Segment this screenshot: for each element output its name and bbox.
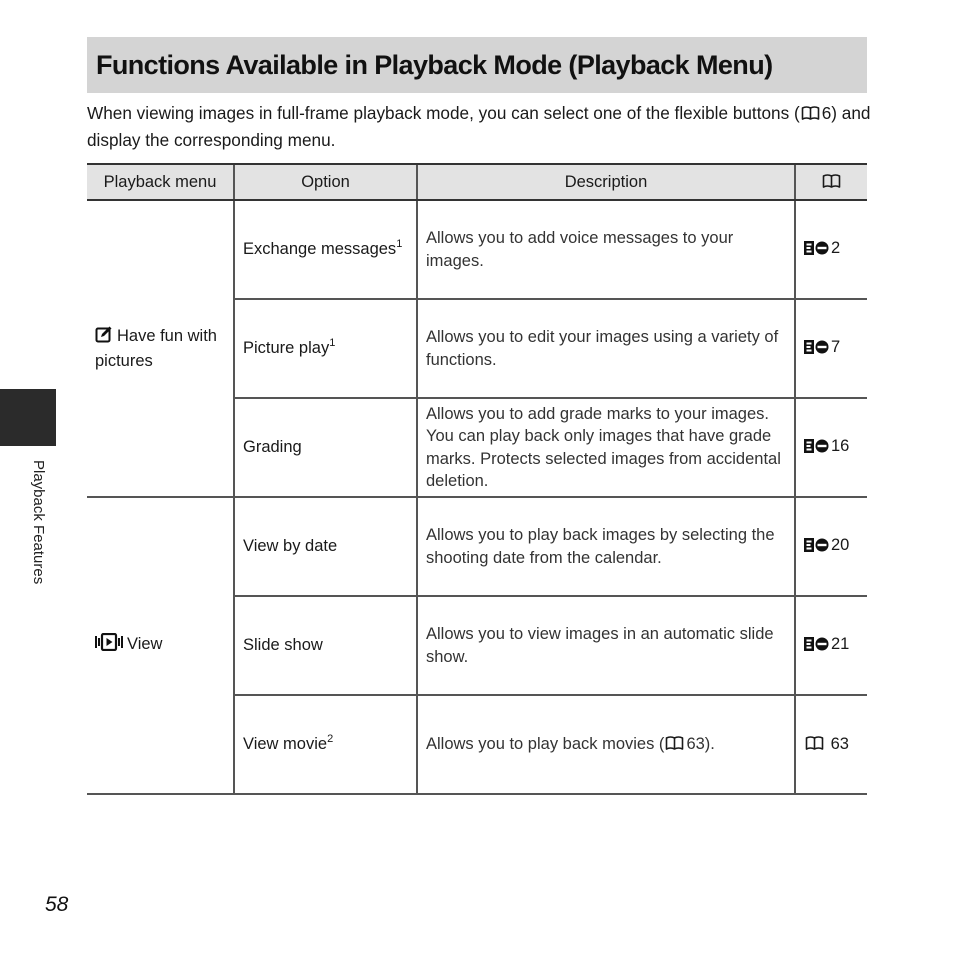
footnote-marker: 2 [327,733,334,746]
playback-menu-table [87,163,867,795]
option-label: Exchange messages [243,240,397,259]
reference-page: 21 [831,635,850,654]
header-option: Option [234,164,417,200]
title-bar [87,37,867,93]
reference-cell [795,596,867,695]
reference-page: 63 [830,735,849,754]
option-cell [234,398,417,497]
intro-text-start: When viewing images in full-frame playback mode, you can select one of the flexible buttons ( [87,103,800,123]
reference-page: 16 [831,437,850,456]
option-cell [234,596,417,695]
category-cell [87,200,234,497]
description-page-ref: 63 [686,735,705,754]
description-cell: Allows you to edit your images using a variety of functions. [417,299,795,398]
e-reference-icon [804,536,830,559]
description-cell: Allows you to add voice messages to your images. [417,200,795,299]
description-text-start: Allows you to play back movies ( [426,735,665,754]
category-label: View [127,635,163,654]
footnote-marker: 1 [329,337,336,350]
reference-page: 20 [831,536,850,555]
book-icon [822,174,841,188]
book-icon [805,736,824,750]
option-cell [234,497,417,596]
e-reference-icon [804,635,830,658]
description-cell: Allows you to view images in an automatic slide show. [417,596,795,695]
intro-paragraph [87,100,877,154]
category-label: Have fun with pictures [95,327,217,370]
edit-picture-icon [95,325,113,350]
description-text-end: ). [704,735,715,754]
book-icon [801,106,820,120]
option-label: View movie [243,735,328,754]
e-reference-icon [804,437,830,460]
reference-page: 7 [831,338,841,357]
header-reference [795,164,867,200]
table-row [87,497,867,596]
option-cell [234,695,417,794]
page-number: 58 [45,893,69,916]
category-cell [87,497,234,794]
option-label: Grading [243,438,302,457]
table-row [87,200,867,299]
reference-cell [795,695,867,794]
reference-cell [795,398,867,497]
section-tab [0,389,56,446]
reference-page: 2 [831,239,841,258]
intro-page-ref: 6 [821,103,832,123]
option-label: Picture play [243,339,330,358]
reference-cell [795,200,867,299]
description-cell: Allows you to add grade marks to your images. You can play back only images that have grade marks. Protects selected images from accidental deletion. [417,398,795,497]
section-label: Playback Features [30,460,47,585]
e-reference-icon [804,239,830,262]
description-cell [417,695,795,794]
book-icon [665,736,684,750]
intro-text-end: ) and display the corresponding menu. [87,103,871,150]
reference-cell [795,497,867,596]
description-cell: Allows you to play back images by selecting the shooting date from the calendar. [417,497,795,596]
reference-cell [795,299,867,398]
footnote-marker: 1 [396,238,403,251]
page-title: Functions Available in Playback Mode (Playback Menu) [96,49,773,80]
header-description: Description [417,164,795,200]
header-playback-menu: Playback menu [87,164,234,200]
option-label: Slide show [243,636,323,655]
option-cell [234,200,417,299]
playback-view-icon [95,633,123,658]
option-label: View by date [243,537,338,556]
e-reference-icon [804,338,830,361]
table-header-row [87,164,867,200]
option-cell [234,299,417,398]
